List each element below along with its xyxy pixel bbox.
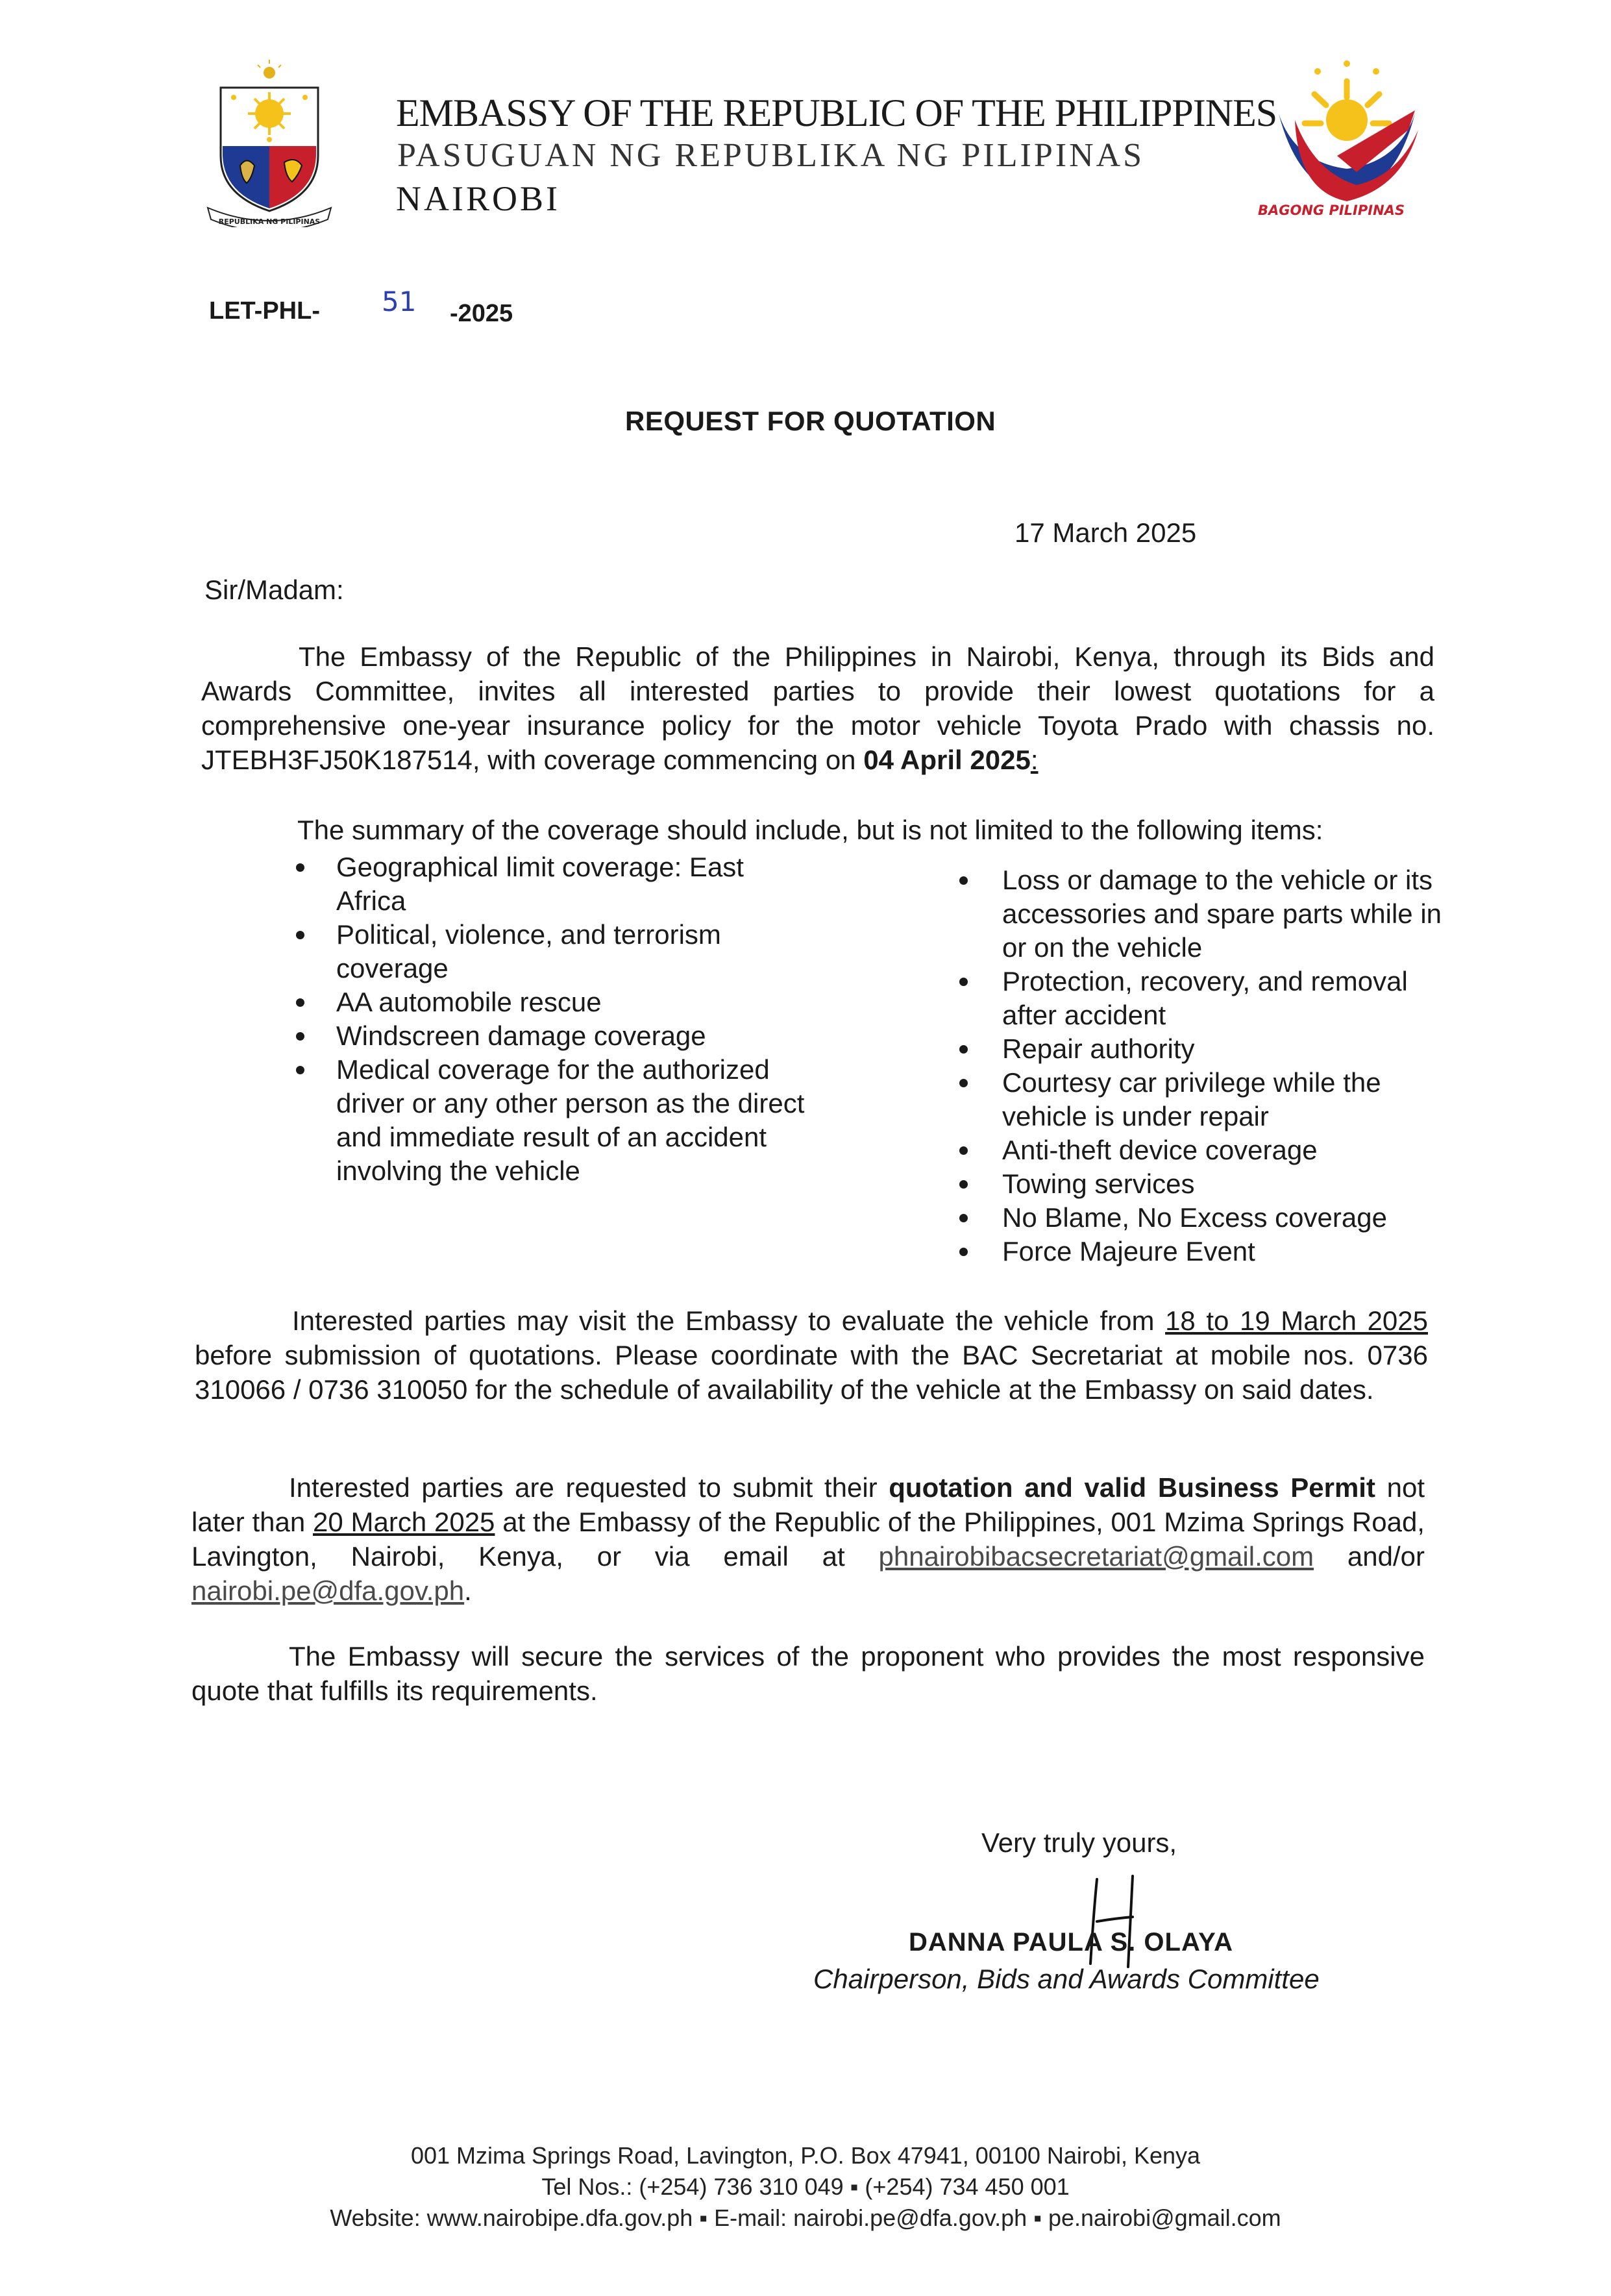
list-item: Medical coverage for the authorized driver or any other person as the direct and immediate result of an accident involving the vehicle xyxy=(291,1053,810,1188)
submission-deadline: 20 March 2025 xyxy=(313,1507,495,1537)
paragraph-invitation-end: : xyxy=(1030,745,1039,775)
coverage-list-right xyxy=(954,863,1447,1268)
reference-suffix: -2025 xyxy=(450,300,513,327)
paragraph-submission-end: . xyxy=(464,1575,472,1606)
embassy-name-filipino: PASUGUAN NG REPUBLIKA NG PILIPINAS xyxy=(397,137,1145,174)
paragraph-award: The Embassy will secure the services of the proponent who provides the most responsive quote that fulfills its requirements. xyxy=(191,1641,1425,1706)
closing: Very truly yours, xyxy=(981,1827,1177,1858)
list-item: Geographical limit coverage: East Africa xyxy=(291,850,810,918)
list-item: Political, violence, and terrorism coverage xyxy=(291,918,810,985)
footer-web: Website: www.nairobipe.dfa.gov.ph ▪ E-mail: nairobi.pe@dfa.gov.ph ▪ pe.nairobi@gmail.com xyxy=(330,2204,1281,2231)
bagong-pilipinas-label: BAGONG PILIPINAS xyxy=(1258,203,1405,218)
required-documents: quotation and valid Business Permit xyxy=(889,1472,1375,1503)
coverage-intro: The summary of the coverage should include, but is not limited to the following items: xyxy=(297,815,1323,845)
reference-prefix: LET-PHL- xyxy=(209,297,320,325)
list-item: Force Majeure Event xyxy=(954,1235,1447,1268)
embassy-city: NAIROBI xyxy=(396,179,560,218)
paragraph-vehicle-visit-text-2: before submission of quotations. Please coordinate with the BAC Secretariat at mobile nos. 0736 310066 / 0736 310050 for the schedule of availability of the vehicle at the Embassy on said dates. xyxy=(195,1340,1428,1405)
visit-dates: 18 to 19 March 2025 xyxy=(1165,1305,1429,1336)
list-item: Anti-theft device coverage xyxy=(954,1133,1447,1167)
paragraph-submission-text-3: at the Embassy of the Republic of the Philippines, 001 Mzima Springs Road, Lavington, Nairobi, Kenya, or via email at xyxy=(191,1507,1425,1572)
footer-address: 001 Mzima Springs Road, Lavington, P.O. Box 47941, 00100 Nairobi, Kenya xyxy=(410,2142,1201,2169)
paragraph-invitation xyxy=(201,639,1434,777)
paragraph-vehicle-visit xyxy=(195,1303,1428,1407)
embassy-name-english: EMBASSY OF THE REPUBLIC OF THE PHILIPPINES xyxy=(396,92,1277,134)
paragraph-submission-text-2: not later than xyxy=(191,1472,1425,1537)
paragraph-submission-text-4: and/or xyxy=(1347,1541,1425,1572)
coverage-list-left xyxy=(291,850,810,1188)
paragraph-submission-text: Interested parties are requested to submit their xyxy=(289,1472,878,1503)
list-item: Loss or damage to the vehicle or its accessories and spare parts while in or on the vehicle xyxy=(954,863,1447,965)
salutation: Sir/Madam: xyxy=(204,574,344,605)
letter-date: 17 March 2025 xyxy=(1015,517,1197,548)
footer-phones: Tel Nos.: (+254) 736 310 049 ▪ (+254) 734 450 001 xyxy=(541,2173,1070,2200)
list-item: Windscreen damage coverage xyxy=(291,1019,810,1053)
bagong-pilipinas-logo-icon xyxy=(1259,58,1434,227)
document-title: REQUEST FOR QUOTATION xyxy=(625,406,996,436)
bac-secretariat-email-link[interactable]: phnairobibacsecretariat@gmail.com xyxy=(878,1541,1314,1572)
list-item: Towing services xyxy=(954,1167,1447,1201)
list-item: Repair authority xyxy=(954,1032,1447,1066)
list-item: AA automobile rescue xyxy=(291,985,810,1019)
paragraph-vehicle-visit-text: Interested parties may visit the Embassy to evaluate the vehicle from xyxy=(292,1305,1155,1336)
reference-number: 51 xyxy=(382,286,417,317)
coverage-start-date: 04 April 2025 xyxy=(863,745,1031,775)
seal-scroll-text: REPUBLIKA NG PILIPINAS xyxy=(218,217,321,226)
list-item: Courtesy car privilege while the vehicle is under repair xyxy=(954,1066,1447,1133)
signer-name: DANNA PAULA S. OLAYA xyxy=(909,1928,1234,1957)
philippine-seal-icon xyxy=(195,58,344,227)
signer-title: Chairperson, Bids and Awards Committee xyxy=(813,1964,1320,1994)
list-item: Protection, recovery, and removal after accident xyxy=(954,965,1447,1032)
paragraph-invitation-text: The Embassy of the Republic of the Philippines in Nairobi, Kenya, through its Bids and Awards Committee, invites all interested parties to provide their lowest quotations for a comprehensive one-year insurance policy for the motor vehicle Toyota Prado with chassis no. JTEBH3FJ50K187514, with coverage commencing on xyxy=(201,641,1434,775)
list-item: No Blame, No Excess coverage xyxy=(954,1201,1447,1235)
paragraph-submission xyxy=(191,1470,1425,1608)
embassy-email-link[interactable]: nairobi.pe@dfa.gov.ph xyxy=(191,1575,465,1606)
